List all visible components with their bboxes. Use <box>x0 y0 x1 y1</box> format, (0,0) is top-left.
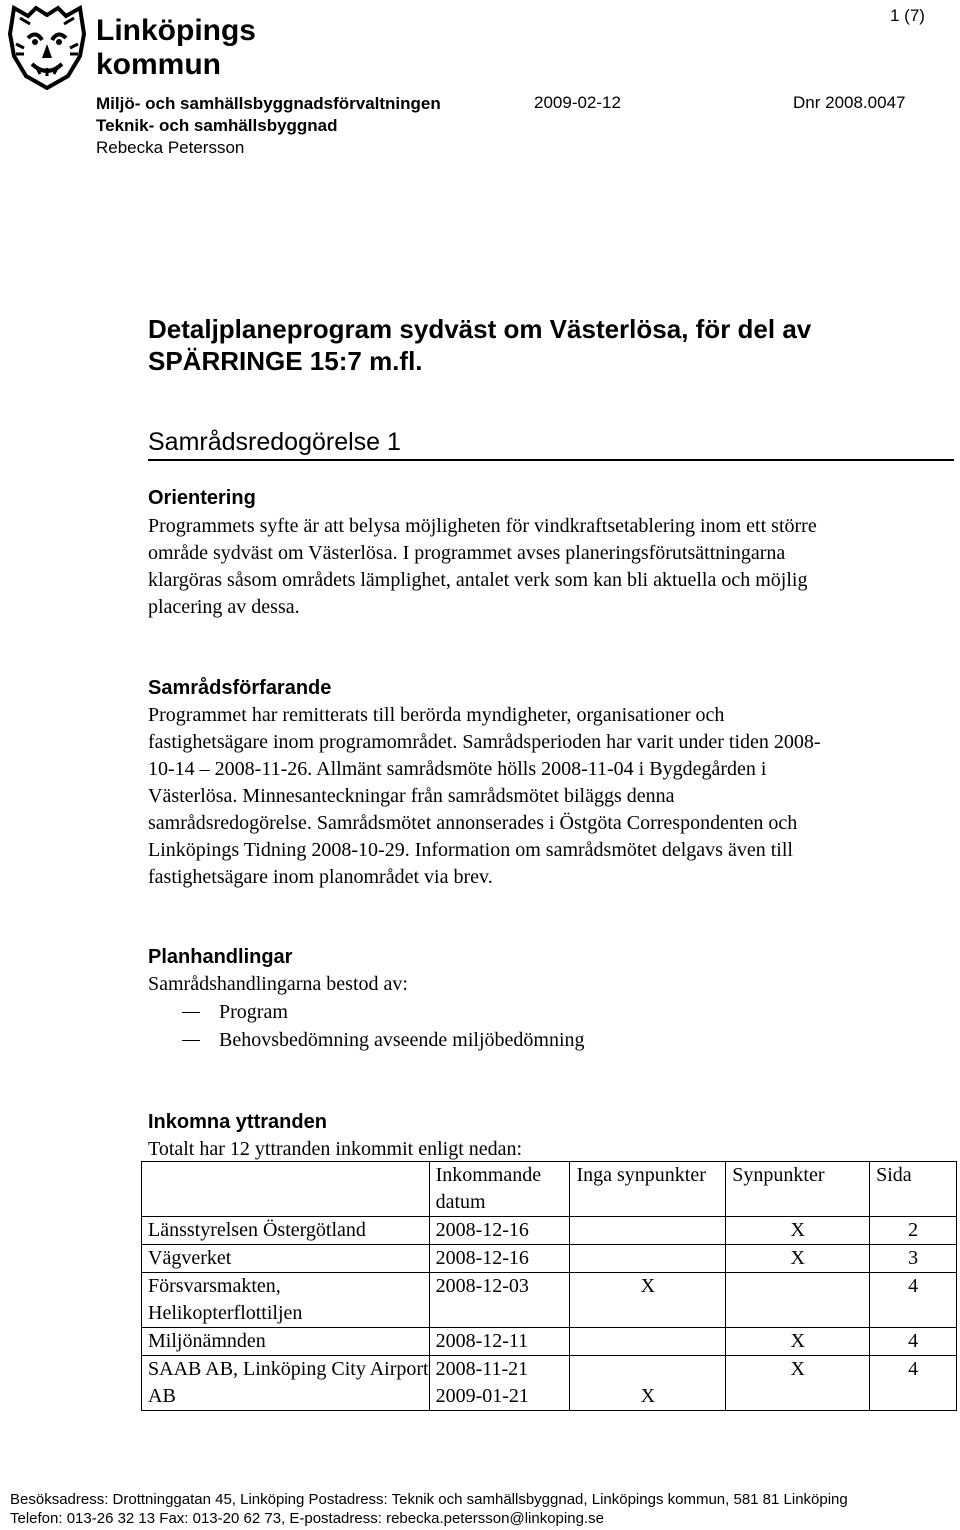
table-row <box>142 1356 957 1411</box>
cell-org: Vägverket <box>142 1245 430 1273</box>
cell-org: Försvarsmakten, Helikopterflottiljen <box>142 1273 430 1328</box>
cell-synpunkter: X <box>726 1328 870 1356</box>
footer-contact: Telefon: 013-26 32 13 Fax: 013-20 62 73, E-postadress: rebecka.petersson@linkoping.se <box>10 1510 604 1527</box>
text-line: Programmet har remitterats till berörda myndigheter, organisationer och <box>148 704 725 726</box>
text-line: fastighetsägare inom programområdet. Samrådsperioden har varit under tiden 2008- <box>148 731 821 753</box>
title-line1: Detaljplaneprogram sydväst om Västerlösa, för del av <box>148 314 812 344</box>
sender-info <box>96 93 441 159</box>
yttranden-intro: Totalt har 12 yttranden inkommit enligt nedan: <box>148 1138 523 1160</box>
unit: Teknik- och samhällsbyggnad <box>96 116 338 135</box>
text-line: fastighetsägare inom planområdet via brev. <box>148 866 493 888</box>
text-line: klargöras såsom områdets lämplighet, antalet verk som kan bli aktuella och möjlig <box>148 569 808 591</box>
planhandlingar-intro: Samrådshandlingarna bestod av: <box>148 973 408 995</box>
heading-orientering: Orientering <box>148 487 256 509</box>
lion-logo-icon <box>6 4 88 90</box>
table-row <box>142 1273 957 1328</box>
page-number: 1 (7) <box>890 6 925 25</box>
paragraph-samradsforfarande <box>148 702 938 891</box>
header-cell-organisation <box>142 1162 430 1217</box>
author: Rebecka Petersson <box>96 138 245 157</box>
list-item: Behovsbedömning avseende miljöbedömning <box>219 1029 585 1051</box>
dash-bullet-icon <box>182 1040 200 1041</box>
cell-synpunkter: X <box>726 1356 870 1411</box>
cell-sida: 3 <box>870 1245 957 1273</box>
org-name-line1: Linköpings <box>96 14 256 47</box>
table-header-row <box>142 1162 957 1217</box>
heading-yttranden: Inkomna yttranden <box>148 1111 327 1133</box>
text-line: 10-14 – 2008-11-26. Allmänt samrådsmöte hölls 2008-11-04 i Bygdegården i <box>148 758 767 780</box>
text-line: Västerlösa. Minnesanteckningar från samrådsmötet biläggs denna <box>148 785 675 807</box>
cell-org: Miljönämnden <box>142 1328 430 1356</box>
table-row <box>142 1328 957 1356</box>
title-line2: SPÄRRINGE 15:7 m.fl. <box>148 346 423 376</box>
cell-org: Länsstyrelsen Östergötland <box>142 1217 430 1245</box>
cell-synpunkter: X <box>726 1245 870 1273</box>
cell-sida: 4 <box>870 1356 957 1411</box>
cell-sida: 4 <box>870 1328 957 1356</box>
heading-samradsforfarande: Samrådsförfarande <box>148 677 332 699</box>
cell-inga <box>570 1245 726 1273</box>
cell-date: 2008-12-16 <box>429 1217 570 1245</box>
cell-date: 2008-12-16 <box>429 1245 570 1273</box>
dash-bullet-icon <box>182 1012 200 1013</box>
document-date: 2009-02-12 <box>534 93 621 112</box>
list-item: Program <box>219 1001 288 1023</box>
cell-sida: 2 <box>870 1217 957 1245</box>
cell-synpunkter: X <box>726 1217 870 1245</box>
cell-synpunkter <box>726 1273 870 1328</box>
paragraph-orientering <box>148 513 938 621</box>
footer-address: Besöksadress: Drottninggatan 45, Linköping Postadress: Teknik och samhällsbyggnad, Linköpings kommun, 581 81 Linköping <box>10 1491 848 1508</box>
text-line: samrådsredogörelse. Samrådsmötet annonserades i Östgöta Correspondenten och <box>148 812 798 834</box>
cell-sida: 4 <box>870 1273 957 1328</box>
document-dnr: Dnr 2008.0047 <box>793 93 906 112</box>
text-line: Programmets syfte är att belysa möjligheten för vindkraftsetablering inom ett större <box>148 515 817 537</box>
cell-org: SAAB AB, Linköping City Airport AB <box>142 1356 430 1411</box>
header-cell-inga-synpunkter: Inga synpunkter <box>570 1162 726 1217</box>
cell-inga: X <box>570 1273 726 1328</box>
org-name-line2: kommun <box>96 48 222 81</box>
cell-inga <box>570 1217 726 1245</box>
text-line: placering av dessa. <box>148 596 300 618</box>
yttranden-table <box>141 1161 957 1411</box>
org-name <box>96 14 256 82</box>
cell-date: 2008-11-21 2009-01-21 <box>429 1356 570 1411</box>
header-cell-synpunkter: Synpunkter <box>726 1162 870 1217</box>
header-cell-datum: Inkommande datum <box>429 1162 570 1217</box>
header-cell-sida: Sida <box>870 1162 957 1217</box>
cell-date: 2008-12-03 <box>429 1273 570 1328</box>
cell-date: 2008-12-11 <box>429 1328 570 1356</box>
cell-inga: X <box>570 1356 726 1411</box>
document-subtitle: Samrådsredogörelse 1 <box>148 425 954 461</box>
table-row <box>142 1217 957 1245</box>
department: Miljö- och samhällsbyggnadsförvaltningen <box>96 94 441 113</box>
heading-planhandlingar: Planhandlingar <box>148 946 293 968</box>
cell-inga <box>570 1328 726 1356</box>
footer <box>10 1490 848 1528</box>
document-title <box>148 313 811 377</box>
text-line: område sydväst om Västerlösa. I programmet avses planeringsförutsättningarna <box>148 542 786 564</box>
text-line: Linköpings Tidning 2008-10-29. Information om samrådsmötet delgavs även till <box>148 839 793 861</box>
table-row <box>142 1245 957 1273</box>
